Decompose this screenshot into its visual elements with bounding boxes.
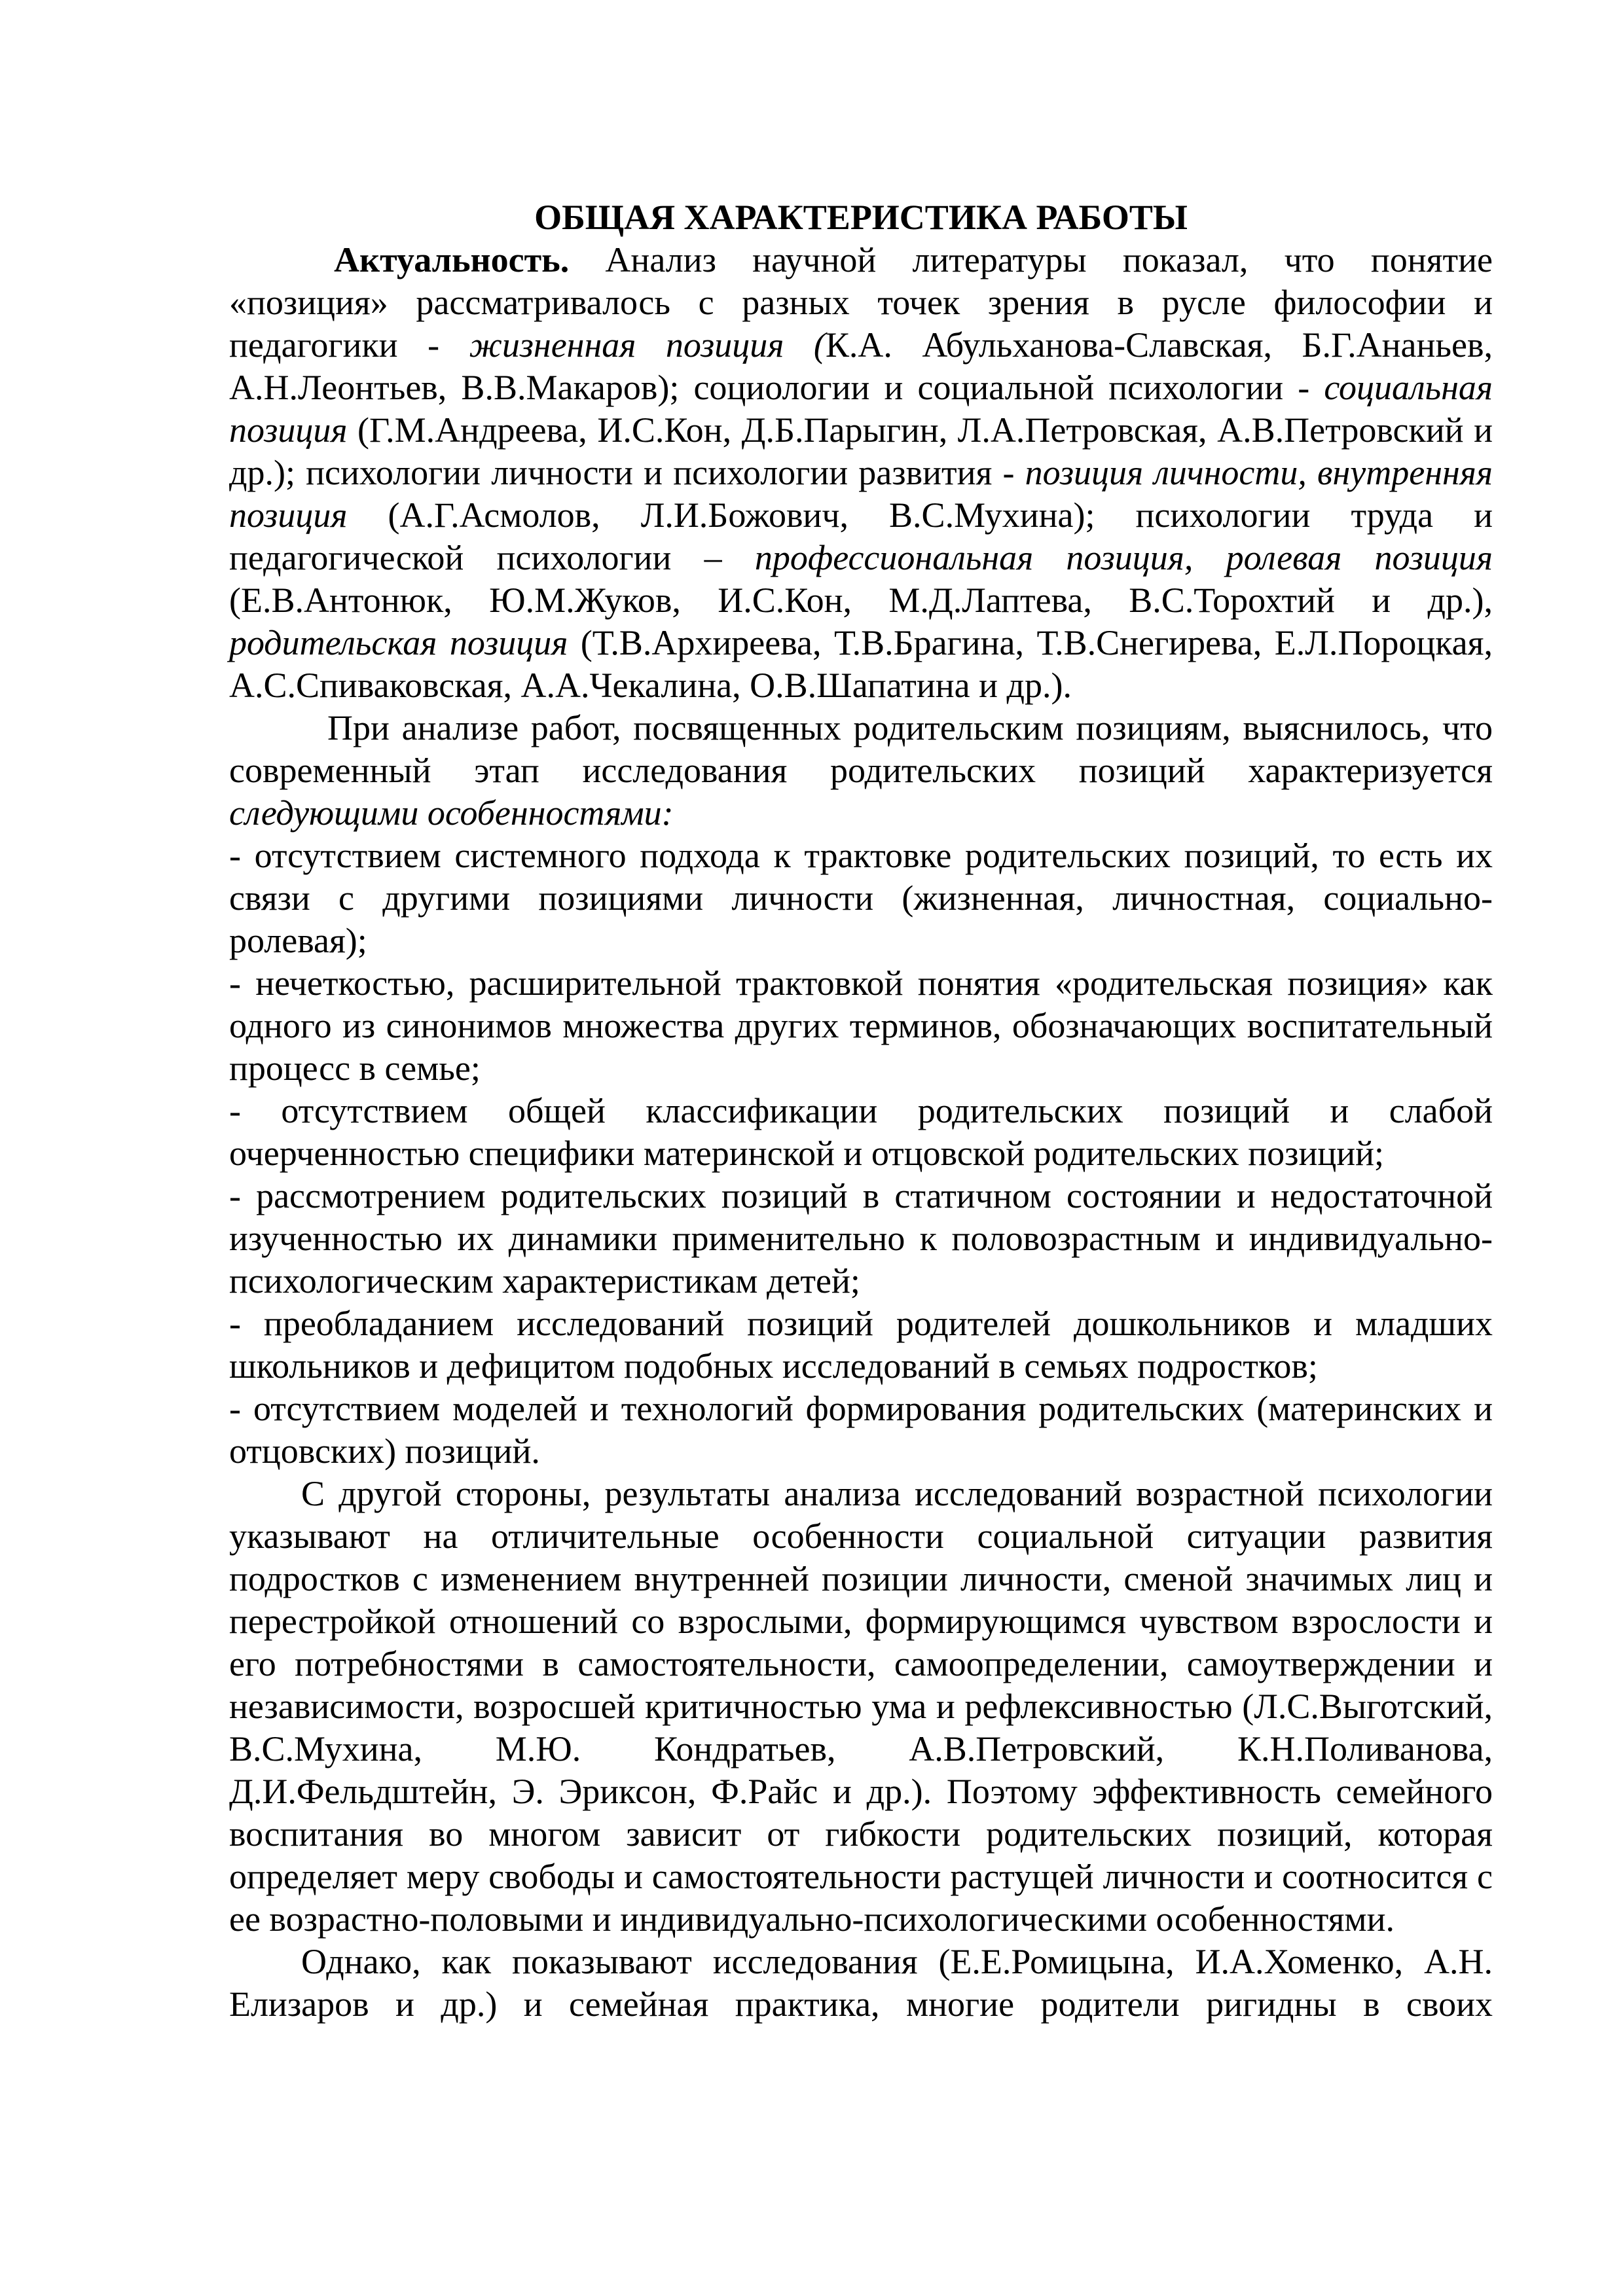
relevance-text-4: (А.Г.Асмолов, Л.И.Божович, В.С.Мухина); психологии труда и педагогической психологии – [229, 495, 1493, 577]
list-item: - нечеткостью, расширительной трактовкой понятия «родительская позиция» как одного из синонимов множества других терминов, обозначающих воспитательный процесс в семье; [229, 963, 1493, 1088]
relevance-text-5: (Е.В.Антонюк, Ю.М.Жуков, И.С.Кон, М.Д.Лаптева, В.С.Торохтий и др.), [229, 581, 1493, 620]
relevance-paragraph [229, 239, 1493, 707]
list-item: - рассмотрением родительских позиций в статичном состоянии и недостаточной изученностью их динамики применительно к половозрастным и индивидуально-психологическим характеристикам детей; [229, 1176, 1493, 1300]
document-page [229, 196, 1493, 2026]
list-item: - отсутствием общей классификации родительских позиций и слабой очерченностью специфики материнской и отцовской родительских позиций; [229, 1091, 1493, 1173]
analysis-paragraph [229, 707, 1493, 834]
list-item: - отсутствием системного подхода к трактовке родительских позиций, то есть их связи с другими позициями личности (жизненная, личностная, социально-ролевая); [229, 836, 1493, 960]
relevance-text-1: Анализ научной литературы показал, что понятие «позиция» рассматривалось с разных точек зрения в русле философии и педагогики - [229, 240, 1493, 365]
relevance-italic-5: родительская позиция [229, 623, 568, 662]
list-item: - преобладанием исследований позиций родителей дошкольников и младших школьников и дефицитом подобных исследований в семьях подростков; [229, 1304, 1493, 1386]
relevance-text-3: (Г.М.Андреева, И.С.Кон, Д.Б.Парыгин, Л.А.Петровская, А.В.Петровский и др.); психологии личности и психологии развития - [229, 410, 1493, 492]
analysis-italic: следующими особенностями: [229, 793, 674, 833]
relevance-italic-3: позиция личности, внутренняя позиция [229, 453, 1493, 535]
relevance-lead: Актуальность. [334, 240, 570, 279]
document-title: ОБЩАЯ ХАРАКТЕРИСТИКА РАБОТЫ [534, 198, 1188, 237]
relevance-text-2: К.А. Абульханова-Славская, Б.Г.Ананьев, А.Н.Леонтьев, В.В.Макаров); социологии и социальной психологии - [229, 325, 1493, 407]
list-item: - отсутствием моделей и технологий формирования родительских (материнских и отцовских) позиций. [229, 1389, 1493, 1471]
relevance-italic-4: профессиональная позиция, ролевая позиция [754, 538, 1493, 577]
analysis-text: При анализе работ, посвященных родительским позициям, выяснилось, что современный этап исследования родительских позиций характеризуется [229, 708, 1493, 790]
relevance-italic-2: социальная позиция [229, 368, 1493, 450]
other-side-paragraph: С другой стороны, результаты анализа исследований возрастной психологии указывают на отличительные особенности социальной ситуации развития подростков с изменением внутренней позиции личности, сменой значимых лиц и перестройкой отношений со взрослыми, формирующимся чувством взрослости и его потребностями в самостоятельности, самоопределении, самоутверждении и независимости, возросшей критичностью ума и рефлексивностью (Л.С.Выготский, В.С.Мухина, М.Ю. Кондратьев, А.В.Петровский, К.Н.Поливанова, Д.И.Фельдштейн, Э. Эриксон, Ф.Райс и др.). Поэтому эффективность семейного воспитания во многом зависит от гибкости родительских позиций, которая определяет меру свободы и самостоятельности растущей личности и соотносится с ее возрастно-половыми и индивидуально-психологическими особенностями. [229, 1474, 1493, 1939]
relevance-text-6: (Т.В.Архиреева, Т.В.Брагина, Т.В.Снегирева, Е.Л.Пороцкая, А.С.Спиваковская, А.А.Чекалина, О.В.Шапатина и др.). [229, 623, 1493, 705]
relevance-italic-1: жизненная позиция ( [469, 325, 826, 365]
however-paragraph: Однако, как показывают исследования (Е.Е.Ромицына, И.А.Хоменко, А.Н. Елизаров и др.) и семейная практика, многие родители ригидны в своих [229, 1942, 1493, 2024]
